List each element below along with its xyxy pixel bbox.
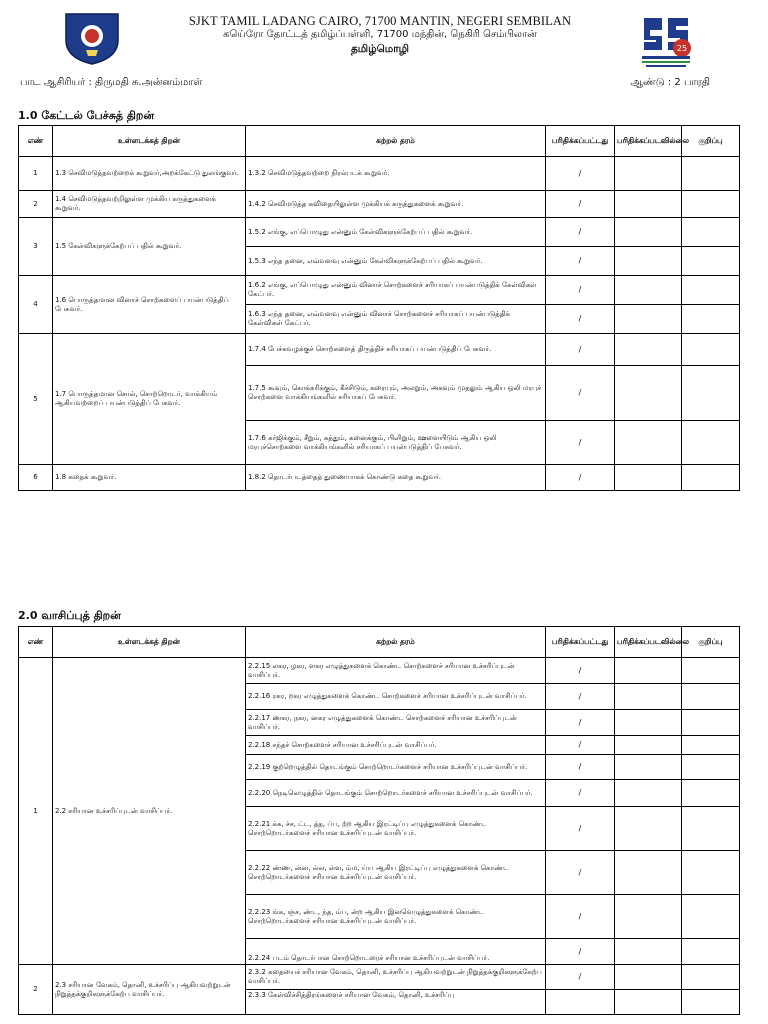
learning-standard: 2.2.19 குற்றெழுத்தில் தொடங்கும் சொற்றொடர்களைச் சரியான உச்சரிப்புடன் வாசிப்பர். (246, 755, 546, 780)
mastered-mark (546, 990, 615, 1015)
col-header-standard: கற்றல் தரம் (246, 627, 546, 658)
notes-cell (682, 851, 740, 895)
section1-table (18, 125, 740, 491)
document-header (0, 0, 768, 90)
mastered-mark: / (546, 710, 615, 736)
learning-standard: 1.4.2 செவிமடுத்த கவிதையிலுள்ள முக்கியக் கருத்துகளைக் கூறுவர். (246, 191, 546, 218)
learning-standard: 1.5.3 எந்த தனை, எவ்வளவு என்னும் கேள்விகளுக்கேற்பப் பதில் கூறுவர். (246, 247, 546, 276)
col-header-content: உள்ளடக்கத் திறன் (53, 126, 246, 157)
not-mastered-cell (615, 965, 682, 990)
col-header-notes: குறிப்பு (682, 126, 740, 157)
not-mastered-cell (615, 276, 682, 305)
learning-standard: 2.3.2 கதையைச் சரியான வேகம், தொனி, உச்சரிப்பு ஆகியவற்றுடன் நிறுத்தக்குறிகளுக்கேற்ப வாசிப்பர். (246, 965, 546, 990)
row-number: 6 (19, 465, 53, 491)
section2-title: 2.0 வாசிப்புத் திறன் (18, 609, 121, 622)
not-mastered-cell (615, 421, 682, 465)
mastered-mark: / (546, 658, 615, 684)
table-row (19, 658, 740, 684)
notes-cell (682, 736, 740, 755)
table-row (19, 218, 740, 247)
notes-cell (682, 157, 740, 191)
not-mastered-cell (615, 710, 682, 736)
learning-standard: 2.2.24 படம் தொடர்பான சொற்றொடரைச் சரியான உச்சரிப்புடன் வாசிப்பர். (246, 939, 546, 965)
mastered-mark: / (546, 191, 615, 218)
col-header-notes: குறிப்பு (682, 627, 740, 658)
not-mastered-cell (615, 755, 682, 780)
not-mastered-cell (615, 465, 682, 491)
notes-cell (682, 807, 740, 851)
notes-cell (682, 965, 740, 990)
row-number: 4 (19, 276, 53, 334)
mastered-mark: / (546, 851, 615, 895)
row-number: 1 (19, 658, 53, 965)
mastered-mark: / (546, 965, 615, 990)
learning-standard: 1.7.6 கர்ஜிக்கும், சீறும், கத்தும், கனைக்கும், பிளிறும், ஊளையிடும் ஆகிய ஒலி மரபுச்சொற்களை வாக்கியங்களில் சரியாகப் பயன்படுத்திப் பேசுவர். (246, 421, 546, 465)
table-row (19, 157, 740, 191)
learning-standard: 1.7.4 பேச்சுவழக்குச் சொற்களைத் திருத்திச் சரியாகப் பயன்படுத்திப் பேசுவர். (246, 334, 546, 366)
learning-standard: 1.8.2 தொடர்படத்தைத் துணையாகக் கொண்டு கதை கூறுவர். (246, 465, 546, 491)
mastered-mark: / (546, 755, 615, 780)
section2-table (18, 626, 740, 1015)
learning-standard: 2.2.20 நெடிலெழுத்தில் தொடங்கும் சொற்றொடர்களைச் சரியான உச்சரிப்புடன் வாசிப்பர். (246, 780, 546, 807)
mastered-mark: / (546, 807, 615, 851)
learning-standard: 2.3.3 கேள்விச்சித்திரங்களைச் சரியான வேகம், தொனி, உச்சரிப்பு (246, 990, 546, 1015)
not-mastered-cell (615, 366, 682, 421)
table-header-row (19, 126, 740, 157)
notes-cell (682, 780, 740, 807)
row-number: 3 (19, 218, 53, 276)
col-header-not-mastered: பரிதிக்கப்படவில்லை (615, 627, 682, 658)
teacher-name: பாட ஆசிரியர் : திருமதி சு.அன்னம்மாள் (20, 77, 203, 88)
svg-text:25: 25 (676, 44, 688, 53)
notes-cell (682, 658, 740, 684)
row-number: 1 (19, 157, 53, 191)
not-mastered-cell (615, 736, 682, 755)
notes-cell (682, 990, 740, 1015)
content-skill: 1.7 பொருத்தமான சொல், சொற்றொடர், வாக்கியம் ஆகியவற்றைப் பயன்படுத்திப் பேசுவர். (53, 334, 246, 465)
mastered-mark: / (546, 736, 615, 755)
mastered-mark: / (546, 939, 615, 965)
notes-cell (682, 247, 740, 276)
not-mastered-cell (615, 191, 682, 218)
anniversary-logo (636, 10, 696, 72)
not-mastered-cell (615, 684, 682, 710)
col-header-mastered: பரிதிக்கப்பட்டது (546, 126, 615, 157)
notes-cell (682, 755, 740, 780)
table-row (19, 191, 740, 218)
table-header-row (19, 627, 740, 658)
not-mastered-cell (615, 939, 682, 965)
col-header-not-mastered: பரிதிக்கப்படவில்லை (615, 126, 682, 157)
row-number: 2 (19, 965, 53, 1015)
mastered-mark: / (546, 684, 615, 710)
not-mastered-cell (615, 780, 682, 807)
mastered-mark: / (546, 780, 615, 807)
notes-cell (682, 421, 740, 465)
school-name: SJKT TAMIL LADANG CAIRO, 71700 MANTIN, NEGERI SEMBILAN (188, 14, 572, 28)
row-number: 2 (19, 191, 53, 218)
learning-standard: 1.6.2 எங்கு, எப்பொழுது என்னும் வினாச் சொற்களைச் சரியாகப் பயன்படுத்திக் கேள்விகள் கேட்பர். (246, 276, 546, 305)
mastered-mark: / (546, 247, 615, 276)
content-skill: 1.5 கேள்விகளுக்கேற்பப் பதில் கூறுவர். (53, 218, 246, 276)
notes-cell (682, 218, 740, 247)
not-mastered-cell (615, 334, 682, 366)
school-logo (62, 10, 122, 66)
not-mastered-cell (615, 895, 682, 939)
learning-standard: 2.2.21 க்க, ச்ச, ட்ட, த்த, ப்ப, ற்ற ஆகிய இரட்டிப்பு எழுத்துகளைக் கொண்ட சொற்றொடர்களைச் சரியான உச்சரிப்புடன் வாசிப்பர். (246, 807, 546, 851)
learning-standard: 2.2.23 ங்க, ஞ்ச, ண்ட, ந்த, ம்ப, ன்ற ஆகிய இனவெழுத்துகளைக் கொண்ட சொற்றொடர்களைச் சரியான உச்சரிப்புடன் வாசிப்பர். (246, 895, 546, 939)
mastered-mark: / (546, 895, 615, 939)
notes-cell (682, 305, 740, 334)
not-mastered-cell (615, 218, 682, 247)
col-header-number: எண் (19, 126, 53, 157)
content-skill: 1.3 செவிமடுத்தவற்றைக் கூறுவர்,அறக்கேட்டு துலங்குவர். (53, 157, 246, 191)
learning-standard: 2.2.15 லகர, ழகர, ளகர எழுத்துகளைக் கொண்ட சொற்களைச் சரியான உச்சரிப்புடன் வாசிப்பர். (246, 658, 546, 684)
learning-standard: 1.6.3 எந்த தனை, எவ்வளவு என்னும் வினாச் சொற்களைச் சரியாகப் பயன்படுத்திக் கேள்விகள் கேட்பர். (246, 305, 546, 334)
row-number: 5 (19, 334, 53, 465)
not-mastered-cell (615, 305, 682, 334)
notes-cell (682, 710, 740, 736)
mastered-mark: / (546, 465, 615, 491)
learning-standard: 2.2.17 ணகர, நகர, னகர எழுத்துகளைக் கொண்ட சொற்களைச் சரியான உச்சரிப்புடன் வாசிப்பர். (246, 710, 546, 736)
mastered-mark: / (546, 305, 615, 334)
not-mastered-cell (615, 247, 682, 276)
col-header-number: எண் (19, 627, 53, 658)
col-header-standard: கற்றல் தரம் (246, 126, 546, 157)
mastered-mark: / (546, 421, 615, 465)
not-mastered-cell (615, 851, 682, 895)
col-header-mastered: பரிதிக்கப்பட்டது (546, 627, 615, 658)
mastered-mark: / (546, 366, 615, 421)
not-mastered-cell (615, 990, 682, 1015)
table-row (19, 334, 740, 366)
notes-cell (682, 684, 740, 710)
content-skill: 2.3 சரியான வேகம், தொனி, உச்சரிப்பு ஆகியவற்றுடன் நிறுத்தக்குறிகளுக்கேற்ப வாசிப்பர். (53, 965, 246, 1015)
content-skill: 2.2 சரியான உச்சரிப்புடன் வாசிப்பர். (53, 658, 246, 965)
school-name-tamil: கயெ்ரோ தோட்டத் தமிழ்ப்பள்ளி, 71700 மந்தின், நெகிரி செம்பிலான் (223, 29, 537, 40)
learning-standard: 2.2.22 ண்ண, ன்ன, ல்ல, ள்ள, ம்ம, ய்ய ஆகிய இரட்டிப்பு எழுத்துகளைக் கொண்ட சொற்றொடர்களைச் சரியான உச்சரிப்புடன் வாசிப்பர். (246, 851, 546, 895)
learning-standard: 1.3.2 செவிமடுத்தவற்றை நிரல்படக் கூறுவர். (246, 157, 546, 191)
table-row (19, 276, 740, 305)
mastered-mark: / (546, 157, 615, 191)
learning-standard: 1.5.2 எங்கு, எப்பொழுது என்னும் கேள்விகளுக்கேற்பப் பதில் கூறுவர். (246, 218, 546, 247)
notes-cell (682, 191, 740, 218)
content-skill: 1.6 பொருத்தமான வினாச் சொற்களைப் பயன்படுத்திப் பேசுவர். (53, 276, 246, 334)
mastered-mark: / (546, 276, 615, 305)
mastered-mark: / (546, 334, 615, 366)
col-header-content: உள்ளடக்கத் திறன் (53, 627, 246, 658)
notes-cell (682, 895, 740, 939)
notes-cell (682, 465, 740, 491)
table-row (19, 965, 740, 990)
class-year: ஆண்டு : 2 பாரதி (630, 77, 710, 88)
section1-title: 1.0 கேட்டல் பேச்சுத் திறன் (18, 109, 155, 122)
content-skill: 1.8 கதைக் கூறுவர். (53, 465, 246, 491)
notes-cell (682, 366, 740, 421)
not-mastered-cell (615, 658, 682, 684)
notes-cell (682, 334, 740, 366)
subject-title: தமிழ்மொழி (350, 43, 410, 55)
not-mastered-cell (615, 807, 682, 851)
learning-standard: 1.7.5 கூவும், கொக்கரிக்கும், கீச்சிடும், கரையும், அலறும், அகவும் முதலும் ஆகிய ஒலி மரபுச் சொற்களை வாக்கியங்களில் சரியாகப் பேசுவர். (246, 366, 546, 421)
notes-cell (682, 939, 740, 965)
learning-standard: 2.2.18 சந்தச் சொற்களைச் சரியான உச்சரிப்புடன் வாசிப்பர். (246, 736, 546, 755)
not-mastered-cell (615, 157, 682, 191)
learning-standard: 2.2.16 ரகர, றகர எழுத்துகளைக் கொண்ட சொற்களைச் சரியான உச்சரிப்புடன் வாசிப்பர். (246, 684, 546, 710)
mastered-mark: / (546, 218, 615, 247)
table-row (19, 465, 740, 491)
content-skill: 1.4 செவிமடுத்தவற்றிலுள்ள முக்கிய கருத்துகளைக் கூறுவர். (53, 191, 246, 218)
notes-cell (682, 276, 740, 305)
